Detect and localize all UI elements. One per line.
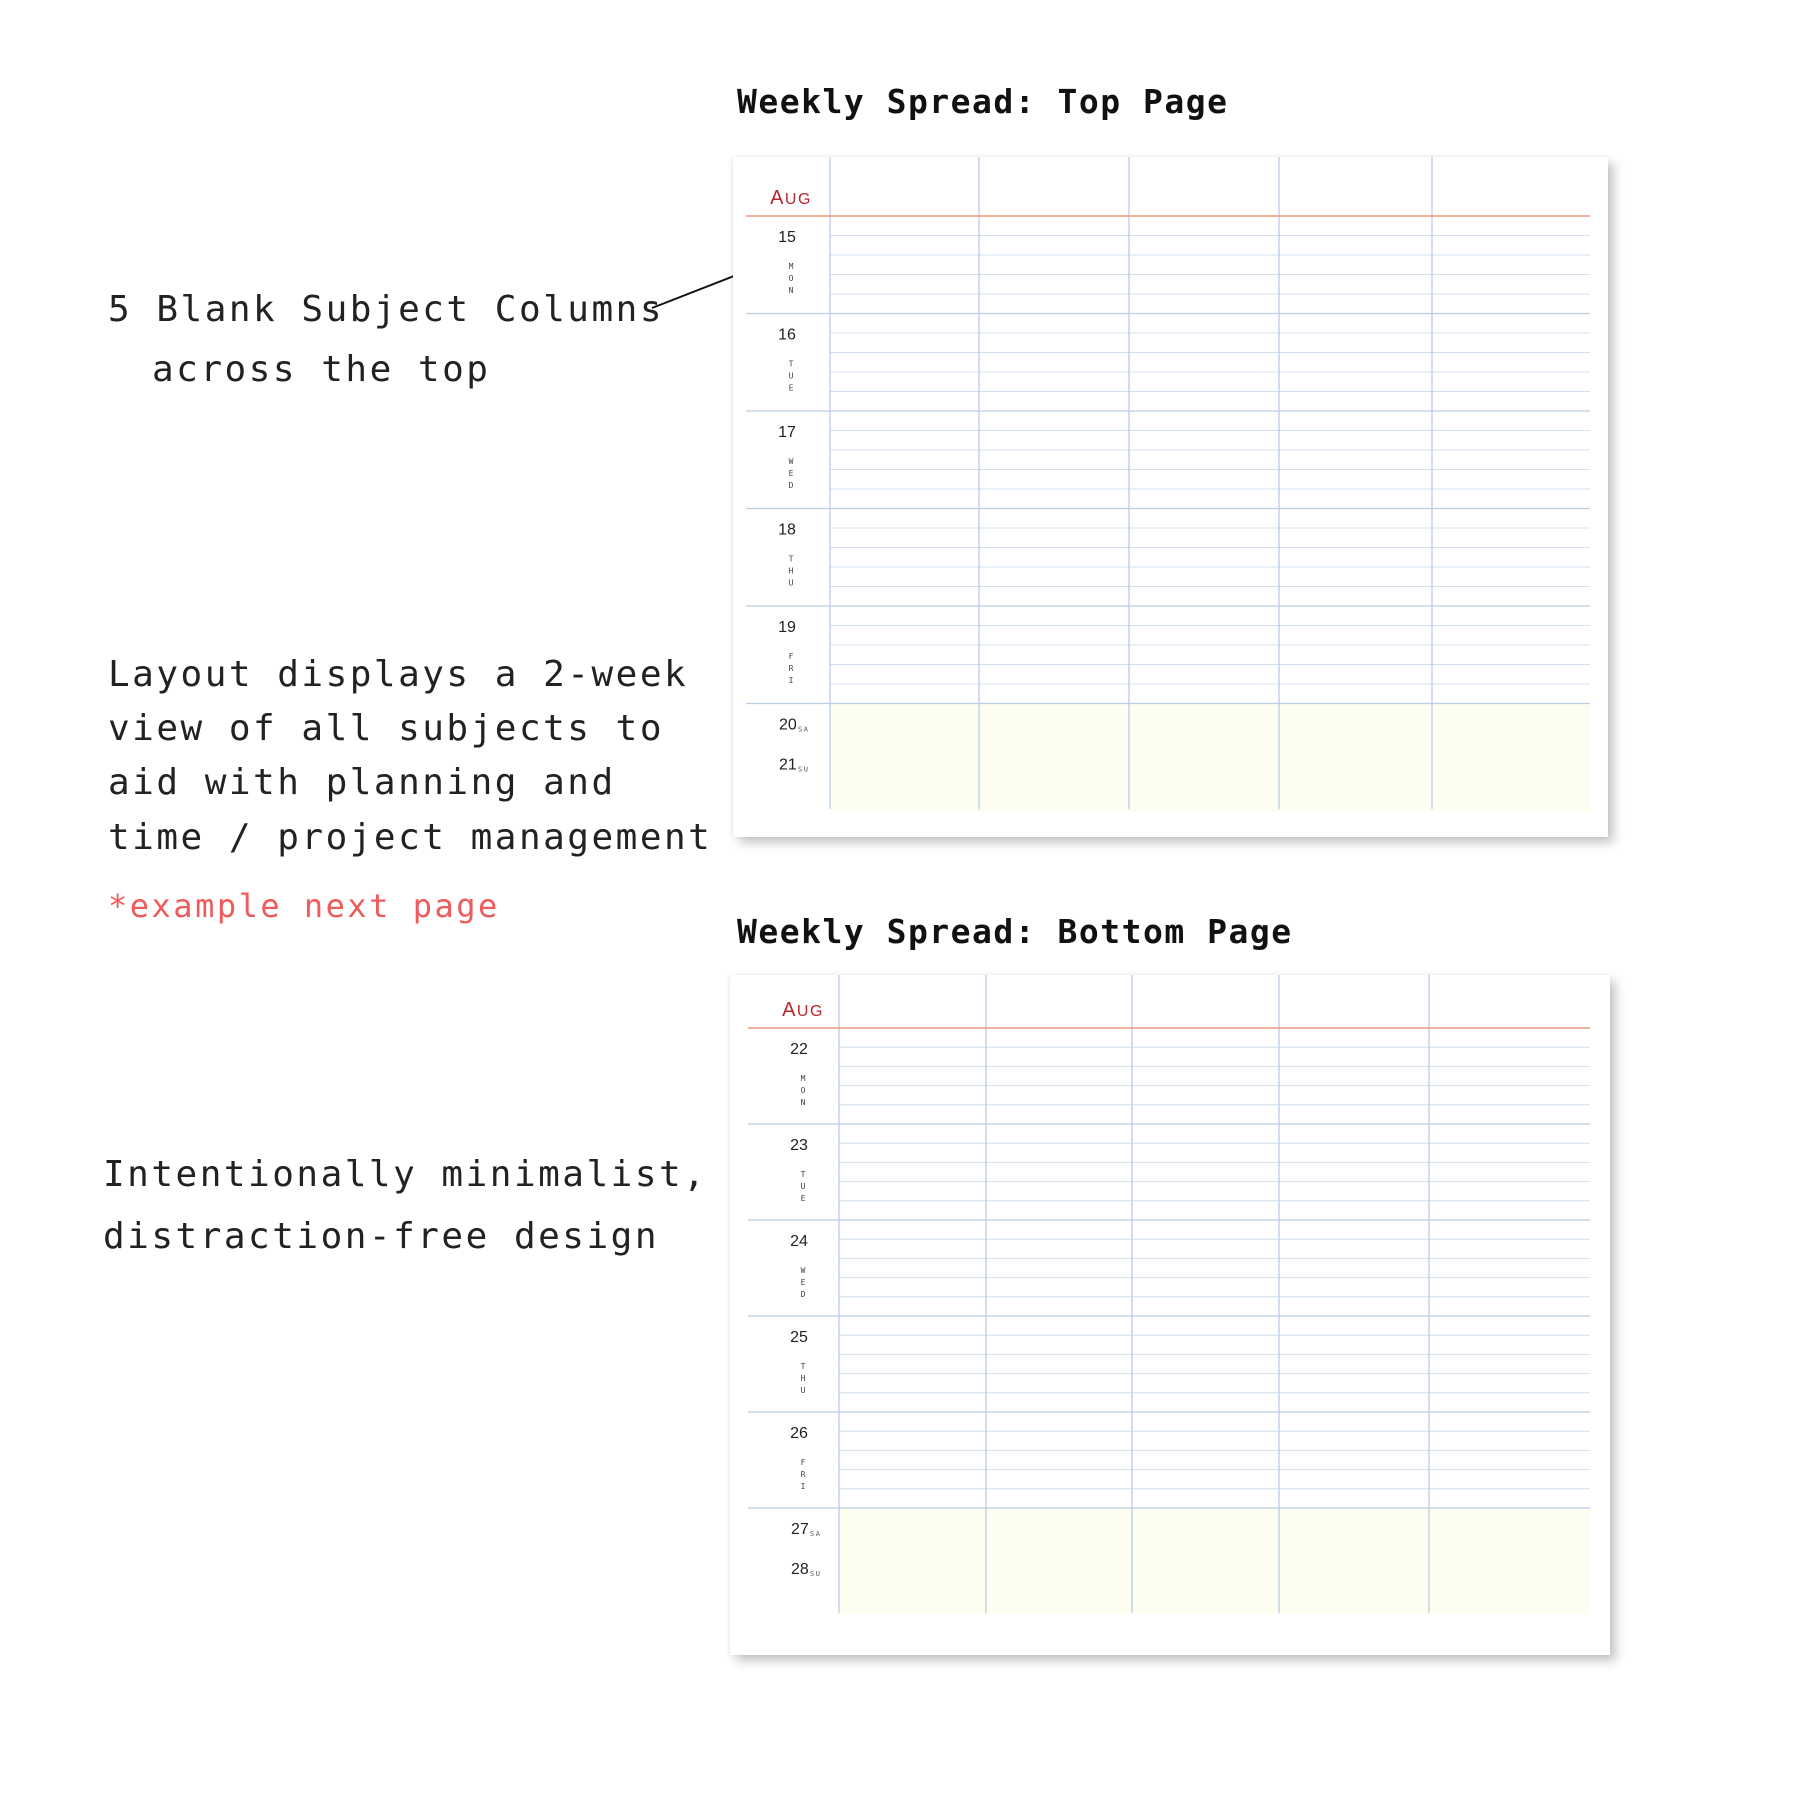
bottom-page-heading: Weekly Spread: Bottom Page <box>737 912 1293 951</box>
day-number: 18 <box>778 521 796 539</box>
day-of-week-letter: I <box>800 1482 806 1491</box>
day-of-week-letter: D <box>788 481 794 490</box>
weekend-day-number: 27 <box>791 1521 809 1538</box>
day-of-week-letter: M <box>788 262 794 271</box>
day-of-week-letter: U <box>800 1386 806 1395</box>
day-of-week-letter: R <box>788 664 794 673</box>
day-of-week-letter: F <box>788 652 794 661</box>
day-number: 16 <box>778 326 796 344</box>
day-of-week-letter: U <box>800 1182 806 1191</box>
day-number: 17 <box>778 424 796 441</box>
note-columns-line2: across the top <box>152 349 491 390</box>
day-of-week-letter: N <box>800 1098 806 1107</box>
note-layout-line1: Layout displays a 2-week <box>108 654 689 695</box>
note-layout-line2: view of all subjects to <box>108 708 664 749</box>
weekend-area <box>830 704 1590 812</box>
day-of-week-letter: O <box>800 1086 806 1095</box>
day-of-week-letter: H <box>788 566 794 576</box>
day-number: 15 <box>778 229 796 246</box>
day-number: 19 <box>778 619 796 636</box>
top-planner-grid <box>733 157 1608 837</box>
note-columns-line1: 5 Blank Subject Columns <box>108 289 664 330</box>
day-of-week-letter: M <box>800 1074 806 1083</box>
day-of-week-letter: U <box>788 578 794 588</box>
weekend-area <box>839 1508 1590 1614</box>
day-of-week-letter: O <box>788 274 794 283</box>
day-of-week-letter: D <box>800 1290 806 1299</box>
bottom-planner-grid <box>730 975 1610 1655</box>
day-of-week-letter: F <box>800 1458 806 1467</box>
top-page-heading: Weekly Spread: Top Page <box>737 82 1229 121</box>
day-of-week-letter: U <box>788 371 794 381</box>
day-of-week-letter: E <box>800 1278 806 1287</box>
day-of-week-letter: W <box>800 1266 806 1275</box>
day-number: 26 <box>790 1425 808 1442</box>
day-number: 25 <box>790 1329 808 1346</box>
top-planner-page <box>733 157 1608 837</box>
day-of-week-letter: T <box>800 1170 806 1179</box>
weekend-day-of-week: SA <box>798 725 810 734</box>
day-of-week-letter: T <box>788 359 794 369</box>
day-of-week-letter: T <box>800 1362 806 1371</box>
day-of-week-letter: E <box>800 1194 806 1203</box>
bottom-planner-page <box>730 975 1610 1655</box>
note-minimal-line1: Intentionally minimalist, <box>103 1154 708 1195</box>
day-of-week-letter: H <box>800 1374 806 1383</box>
weekend-day-of-week: SU <box>798 765 810 774</box>
day-number: 22 <box>790 1041 808 1058</box>
weekend-day-number: 20 <box>779 716 797 734</box>
weekend-day-of-week: SU <box>810 1570 822 1578</box>
day-number: 23 <box>790 1137 808 1154</box>
weekend-day-number: 21 <box>779 756 797 774</box>
day-of-week-letter: W <box>788 457 794 466</box>
day-number: 24 <box>790 1233 808 1250</box>
note-minimal-line2: distraction-free design <box>103 1216 659 1257</box>
day-of-week-letter: E <box>788 469 794 478</box>
weekend-day-number: 28 <box>791 1561 809 1578</box>
note-layout-line4: time / project management <box>108 817 713 858</box>
month-label: AUG <box>782 999 824 1021</box>
day-of-week-letter: I <box>788 676 794 685</box>
day-of-week-letter: N <box>788 286 794 295</box>
day-of-week-letter: T <box>788 554 794 564</box>
day-of-week-letter: R <box>800 1470 806 1479</box>
weekend-day-of-week: SA <box>810 1530 822 1538</box>
month-label: AUG <box>770 187 812 209</box>
note-layout-line3: aid with planning and <box>108 762 616 803</box>
day-of-week-letter: E <box>788 383 794 393</box>
note-example-next-page: *example next page <box>108 887 500 925</box>
